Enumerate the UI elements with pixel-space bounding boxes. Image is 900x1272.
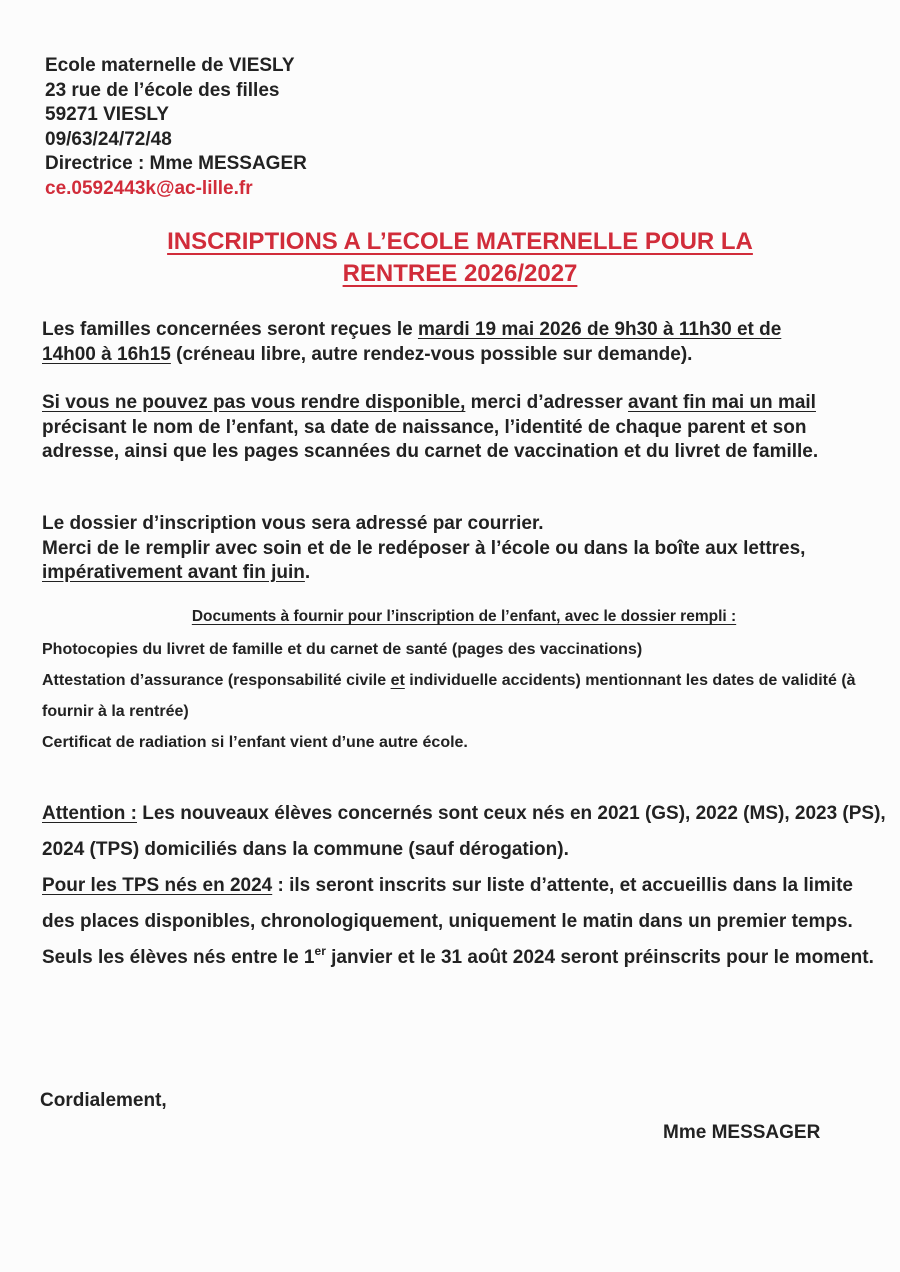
documents-list: [42, 634, 887, 758]
school-postal: 59271 VIESLY: [45, 104, 169, 125]
signature: Mme MESSAGER: [663, 1122, 821, 1143]
reception-rest: (créneau libre, autre rendez-vous possible sur demande).: [170, 343, 693, 365]
document-item: Photocopies du livret de famille et du carnet de santé (pages des vaccinations): [42, 641, 643, 658]
tps-label: Pour les TPS nés en 2024: [42, 875, 273, 896]
unavailable-mid: merci d’adresser: [465, 392, 629, 413]
attention-text: Les nouveaux élèves concernés sont ceux nés en 2021 (GS), 2022 (MS), 2023 (PS), 2024 (TPS) domiciliés dans la commune (sauf dérogation).: [42, 803, 886, 860]
tps-text: : ils seront inscrits sur liste d’attente, et accueillis dans la limite des places disponibles, chronologiquement, uniquement le matin dans un premier temps.: [42, 875, 853, 932]
paragraph-dossier: [42, 512, 882, 586]
documents-title: Documents à fournir pour l’inscription de l’enfant, avec le dossier rempli :: [191, 608, 737, 625]
unavailable-rest: précisant le nom de l’enfant, sa date de naissance, l’identité de chaque parent et son adresse, ainsi que les pages scannées du carnet de vaccination et du livret de famille.: [42, 416, 819, 462]
reception-date-1: mardi 19 mai 2026 de 9h30 à 11h30 et de: [417, 319, 782, 340]
reception-date-2: 14h00 à 16h15: [42, 343, 171, 365]
dossier-deadline: impérativement avant fin juin: [42, 562, 305, 583]
attention-label: Attention :: [42, 803, 137, 824]
closing: Cordialement,: [40, 1090, 167, 1111]
title-line-1: INSCRIPTIONS A L’ECOLE MATERNELLE POUR LA: [167, 228, 753, 255]
dossier-line-2: Merci de le remplir avec soin et de le redéposer à l’école ou dans la boîte aux lettres,: [42, 537, 806, 559]
tps-paragraph: [42, 868, 887, 940]
unavailable-deadline: avant fin mai un mail: [628, 392, 816, 413]
school-director: Directrice : Mme MESSAGER: [45, 153, 307, 174]
school-header: [45, 54, 307, 201]
dossier-end: .: [304, 562, 311, 583]
school-email: ce.0592443k@ac-lille.fr: [45, 177, 253, 199]
unavailable-condition: Si vous ne pouvez pas vous rendre disponible,: [42, 392, 466, 413]
school-address: 23 rue de l’école des filles: [45, 79, 280, 101]
attention-paragraph: [42, 796, 887, 868]
school-name: Ecole maternelle de VIESLY: [45, 55, 295, 76]
title-line-2: RENTREE 2026/2027: [342, 260, 578, 287]
document-title: [60, 226, 860, 290]
preinscription-paragraph: Seuls les élèves nés entre le 1er janvier et le 31 août 2024 seront préinscrits pour le moment.: [42, 944, 874, 968]
school-phone: 09/63/24/72/48: [45, 128, 172, 150]
reception-intro: Les familles concernées seront reçues le: [42, 319, 418, 340]
paragraph-unavailable: [42, 391, 882, 465]
attention-section: [42, 796, 887, 976]
paragraph-reception: [42, 318, 882, 367]
document-item: Attestation d’assurance (responsabilité civile et individuelle accidents) mentionnant les dates de validité (à fournir à la rentrée): [42, 672, 856, 720]
dossier-line-1: Le dossier d’inscription vous sera adressé par courrier.: [42, 513, 544, 534]
document-item: Certificat de radiation si l’enfant vient d’une autre école.: [42, 734, 468, 751]
